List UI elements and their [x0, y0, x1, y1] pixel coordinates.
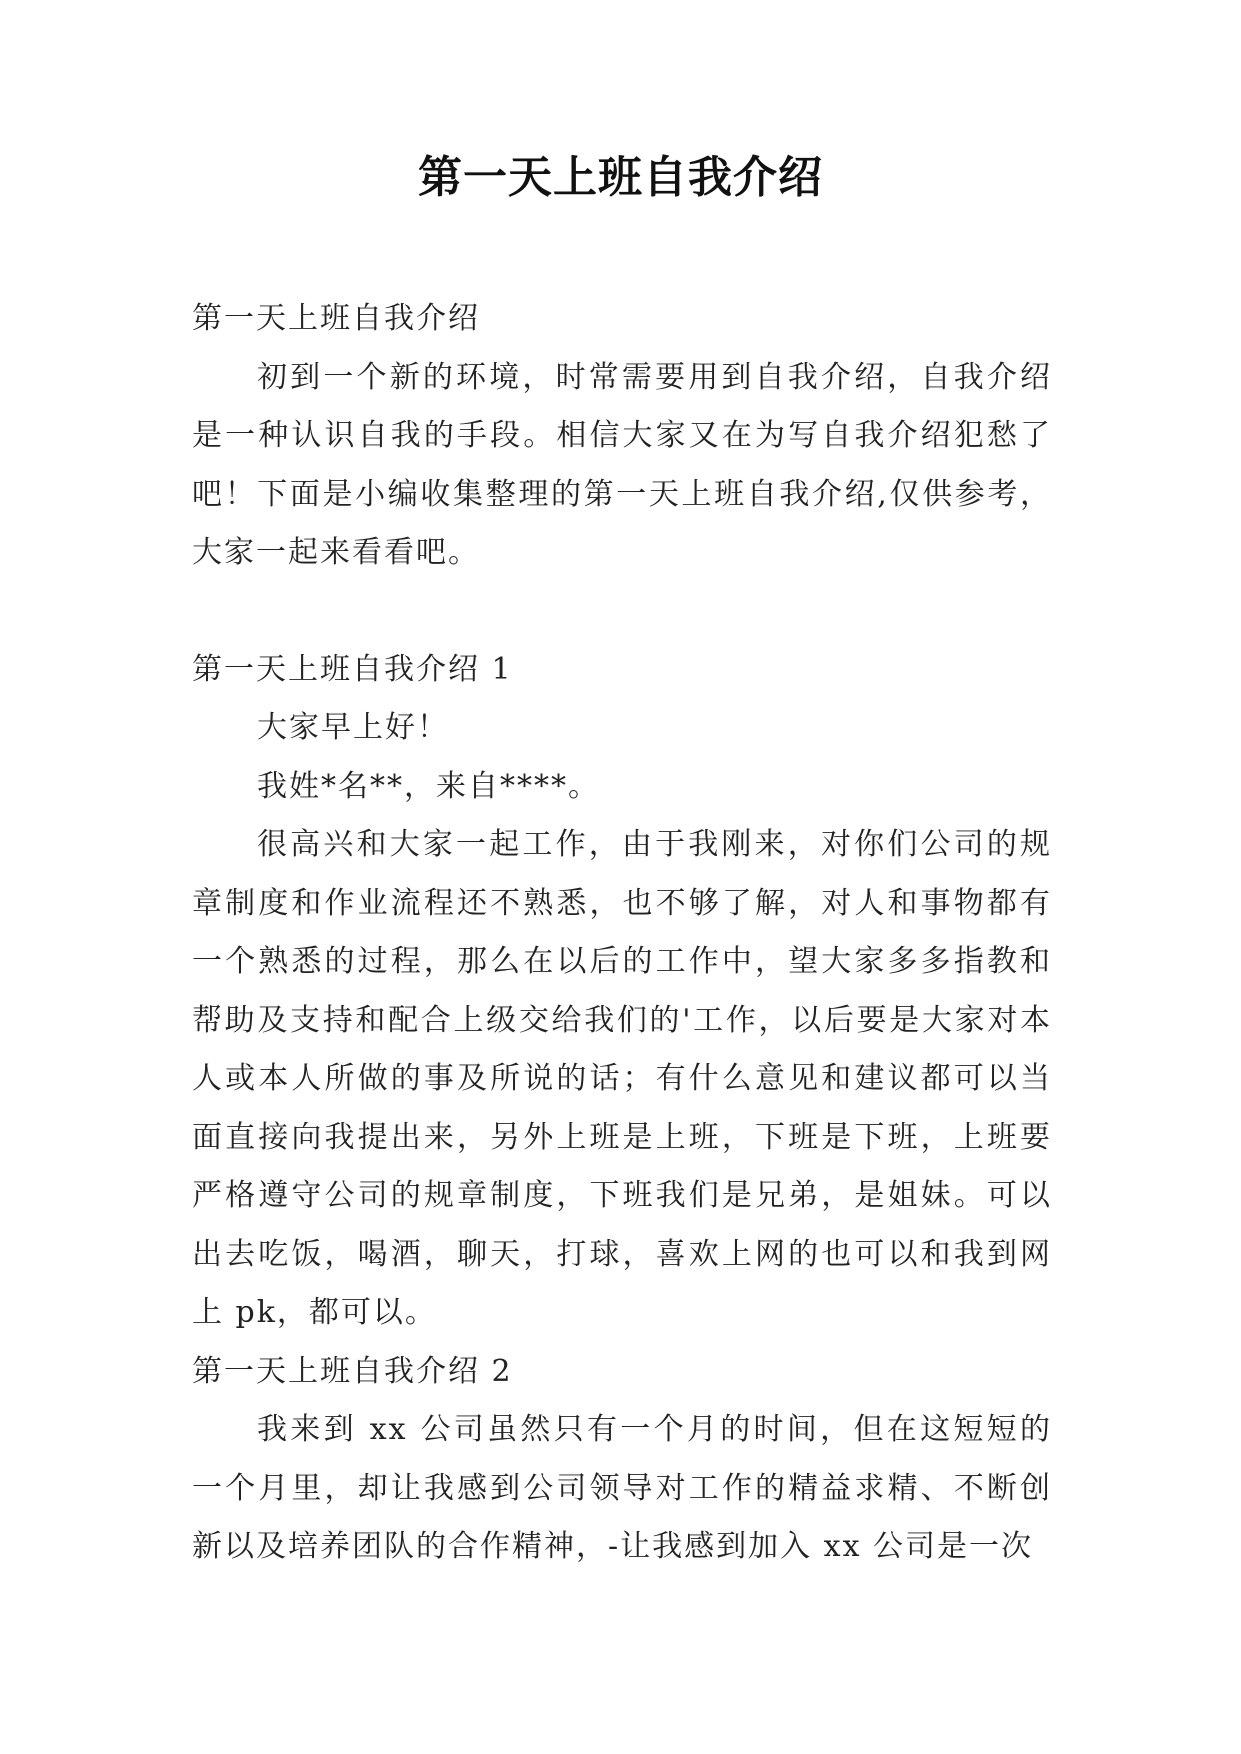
- intro-paragraph: 初到一个新的环境，时常需要用到自我介绍，自我介绍是一种认识自我的手段。相信大家又在为写自我介绍犯愁了吧！下面是小编收集整理的第一天上班自我介绍,仅供参考，大家一起来看看吧。: [192, 359, 1052, 570]
- section-1-greeting: 大家早上好！: [257, 710, 449, 745]
- document-title: 第一天上班自我介绍: [418, 152, 823, 203]
- section-1-name-line: 我姓*名**，来自****。: [257, 768, 600, 804]
- intro-heading: 第一天上班自我介绍: [192, 301, 480, 336]
- section-2-heading: 第一天上班自我介绍 2: [192, 1353, 513, 1389]
- section-1-heading: 第一天上班自我介绍 1: [192, 651, 513, 687]
- document-body: [192, 290, 1052, 1577]
- section-2-body: 我来到 xx 公司虽然只有一个月的时间，但在这短短的一个月里，却让我感到公司领导对工作的精益求精、不断创新以及培养团队的合作精神，-让我感到加入 xx 公司是一次: [192, 1412, 1052, 1564]
- section-1-body: 很高兴和大家一起工作，由于我刚来，对你们公司的规章制度和作业流程还不熟悉，也不够了解，对人和事物都有一个熟悉的过程，那么在以后的工作中，望大家多多指教和帮助及支持和配合上级交给我们的'工作，以后要是大家对本人或本人所做的事及所说的话；有什么意见和建议都可以当面直接向我提出来，另外上班是上班，下班是下班，上班要严格遵守公司的规章制度，下班我们是兄弟，是姐妹。可以出去吃饭，喝酒，聊天，打球，喜欢上网的也可以和我到网上 pk，都可以。: [192, 827, 1052, 1330]
